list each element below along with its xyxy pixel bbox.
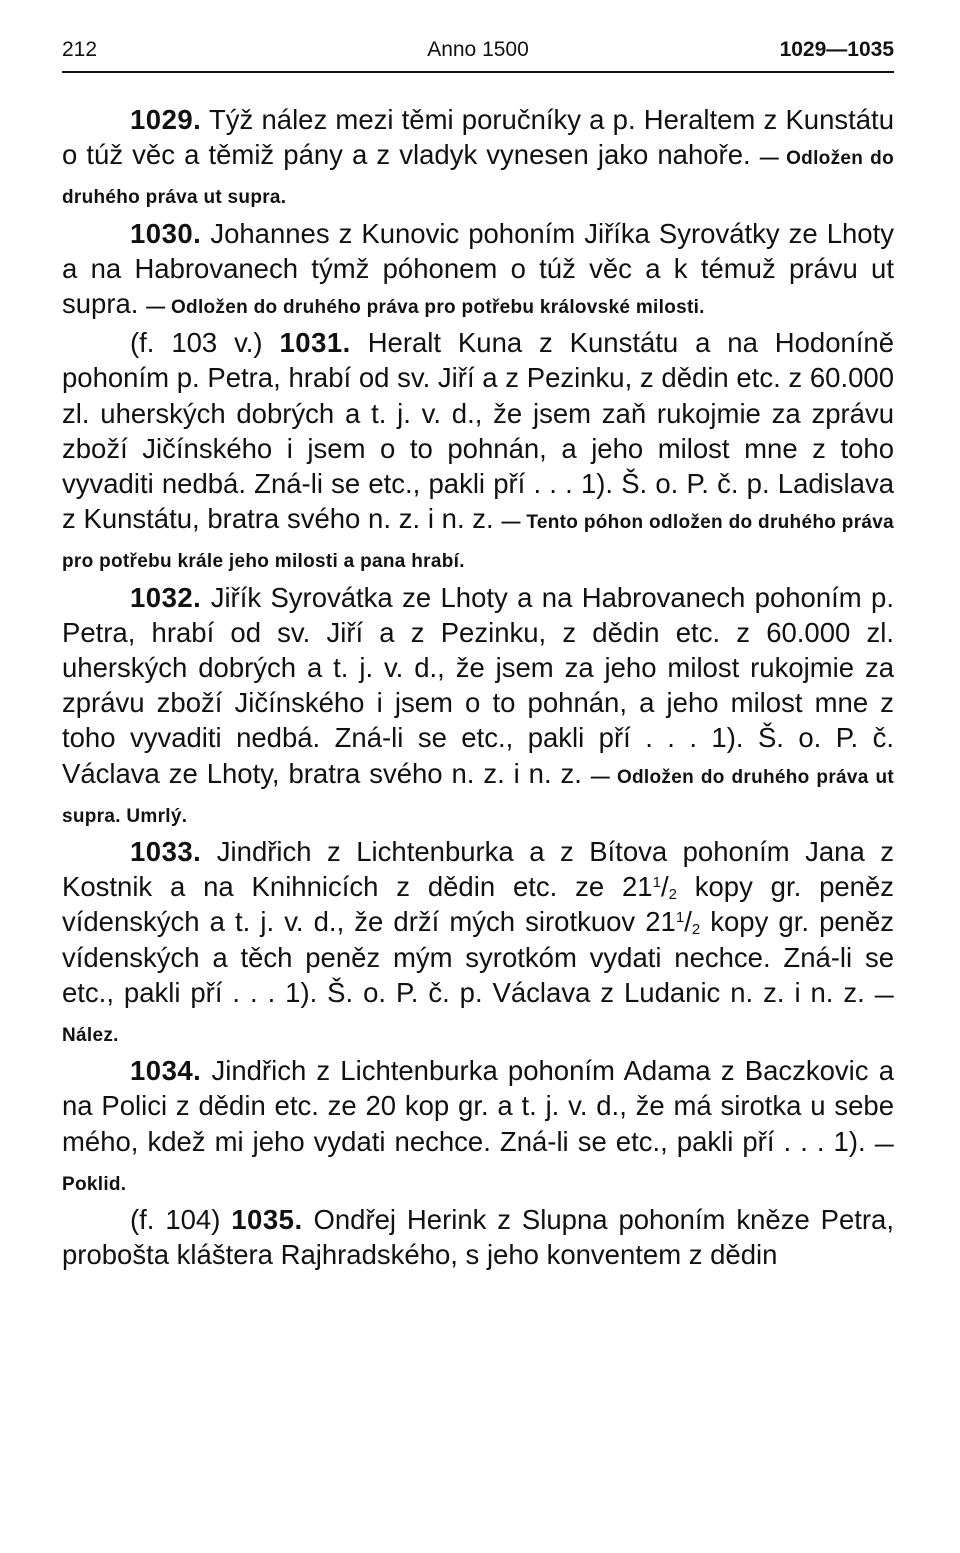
entry-text: kopy gr. peněz vídenských a t. j. v. d., že drží mých sirotkuov 21 bbox=[62, 871, 895, 938]
entry-1034 bbox=[62, 1053, 894, 1202]
entry-number: 1035. bbox=[231, 1204, 303, 1236]
entry-text: Johannes z Kunovic pohoním Jiříka Syrovátky ze Lhoty a na Habrovanech týmž póhonem o túž věc a k témuž právu ut supra. bbox=[62, 217, 894, 320]
entry-text: Týž nález mezi těmi poručníky a p. Heraltem z Kunstátu o túž věc a těmiž pány a z vladyk vynesen jako nahoře. bbox=[62, 104, 894, 171]
entry-text: Jindřich z Lichtenburka a z Bítova pohoním Jana z Kostnik a na Knihnicích z dědin etc. ze 21 bbox=[62, 836, 894, 903]
entry-number: 1032. bbox=[130, 581, 202, 613]
entry-1031 bbox=[62, 325, 894, 579]
body-text bbox=[62, 102, 894, 1273]
page-header-title: Anno 1500 bbox=[427, 38, 529, 61]
page-number: 212 bbox=[62, 38, 98, 61]
fraction-numerator: 1 bbox=[675, 909, 685, 927]
entry-note: — Odložen do druhého práva pro potřebu královské milosti. bbox=[146, 297, 705, 319]
header-rule bbox=[62, 71, 894, 73]
entry-text: Jiřík Syrovátka ze Lhoty a na Habrovanech pohoním p. Petra, hrabí od sv. Jiří a z Pezinku, z dědin etc. z 60.000 zl. uherských dobrých a t. j. v. d., že jsem za jeho milost rukojmie za zprávu zboží Jičínského i jsem o to pohnán, a jeho milost mne z toho vyvaditi nedbá. Zná-li se etc., pakli pří . . . 1). Š. o. P. č. Václava ze Lhoty, bratra svého n. z. i n. z. bbox=[62, 581, 894, 789]
entry-1035 bbox=[62, 1202, 894, 1272]
entry-number: 1034. bbox=[130, 1055, 202, 1087]
entry-text: Ondřej Herink z Slupna pohoním kněze Petra, probošta kláštera Rajhradského, s jeho konventem z dědin bbox=[62, 1204, 894, 1271]
entry-number: 1030. bbox=[130, 217, 202, 249]
folio-reference: (f. 103 v.) bbox=[130, 327, 280, 359]
fraction-denominator: 2 bbox=[668, 886, 677, 904]
entry-note: — Nález. bbox=[62, 985, 894, 1047]
fraction-numerator: 1 bbox=[652, 874, 661, 892]
entry-text: Heralt Kuna z Kunstátu a na Hodoníně pohoním p. Petra, hrabí od sv. Jiří a z Pezinku, z dědin etc. z 60.000 zl. uherských dobrých a t. j. v. d., že jsem zaň rukojmie za zprávu zboží Jičínského i jsem o to pohnán, a jeho milost mne z toho vyvaditi nedbá. Zná-li se etc., pakli pří . . . 1). Š. o. P. č. p. Ladislava z Kunstátu, bratra svého n. z. i n. z. bbox=[62, 327, 895, 535]
entry-number: 1031. bbox=[279, 327, 351, 359]
entry-1033: 1033. Jindřich z Lichtenburka a z Bítova pohoním Jana z Kostnik a na Knihnicích z dědin etc. ze $21^1/_2$ kopy gr. peněz vídenských a t. j. v. d., že drží mých sirotkuov $21^1/_2$ kopy gr. peněz vídenských a těch peněz mým syrotkóm vydati nechce. Zná-li se etc., pakli pří . . . 1). Š. o. P. č. p. Václava z Ludanic n. z. i n. z. — Nález. bbox=[62, 836, 895, 1047]
entry-range: 1029—1035 bbox=[779, 38, 894, 61]
entry-text: Jindřich z Lichtenburka pohoním Adama z Baczkovic a na Polici z dědin etc. ze 20 kop gr. a t. j. v. d., že má sirotka u sebe mého, kdež mi jeho vydati nechce. Zná-li se etc., pakli pří . . . 1). bbox=[62, 1055, 894, 1157]
entry-note: — Odložen do druhého práva ut supra. bbox=[62, 148, 894, 209]
entry-note: — Odložen do druhého práva ut supra. Umrlý. bbox=[62, 766, 894, 827]
fraction-denominator: 2 bbox=[691, 921, 701, 939]
entry-1030 bbox=[62, 216, 894, 326]
document-page bbox=[62, 0, 894, 1553]
entry-note: — Tento póhon odložen do druhého práva pro potřebu krále jeho milosti a pana hrabí. bbox=[62, 512, 895, 573]
running-head bbox=[62, 38, 894, 70]
entry-note: — Poklid. bbox=[62, 1134, 895, 1195]
entry-text: kopy gr. peněz vídenských a těch peněz mým syrotkóm vydati nechce. Zná-li se etc., pakli pří . . . 1). Š. o. P. č. p. Václava z Ludanic n. z. i n. z. bbox=[62, 906, 895, 1008]
entry-number: 1029. bbox=[130, 104, 202, 135]
entry-number: 1033. bbox=[130, 836, 202, 868]
entry-1029 bbox=[62, 102, 894, 216]
folio-reference: (f. 104) bbox=[130, 1204, 232, 1236]
entry-1032 bbox=[62, 580, 894, 834]
